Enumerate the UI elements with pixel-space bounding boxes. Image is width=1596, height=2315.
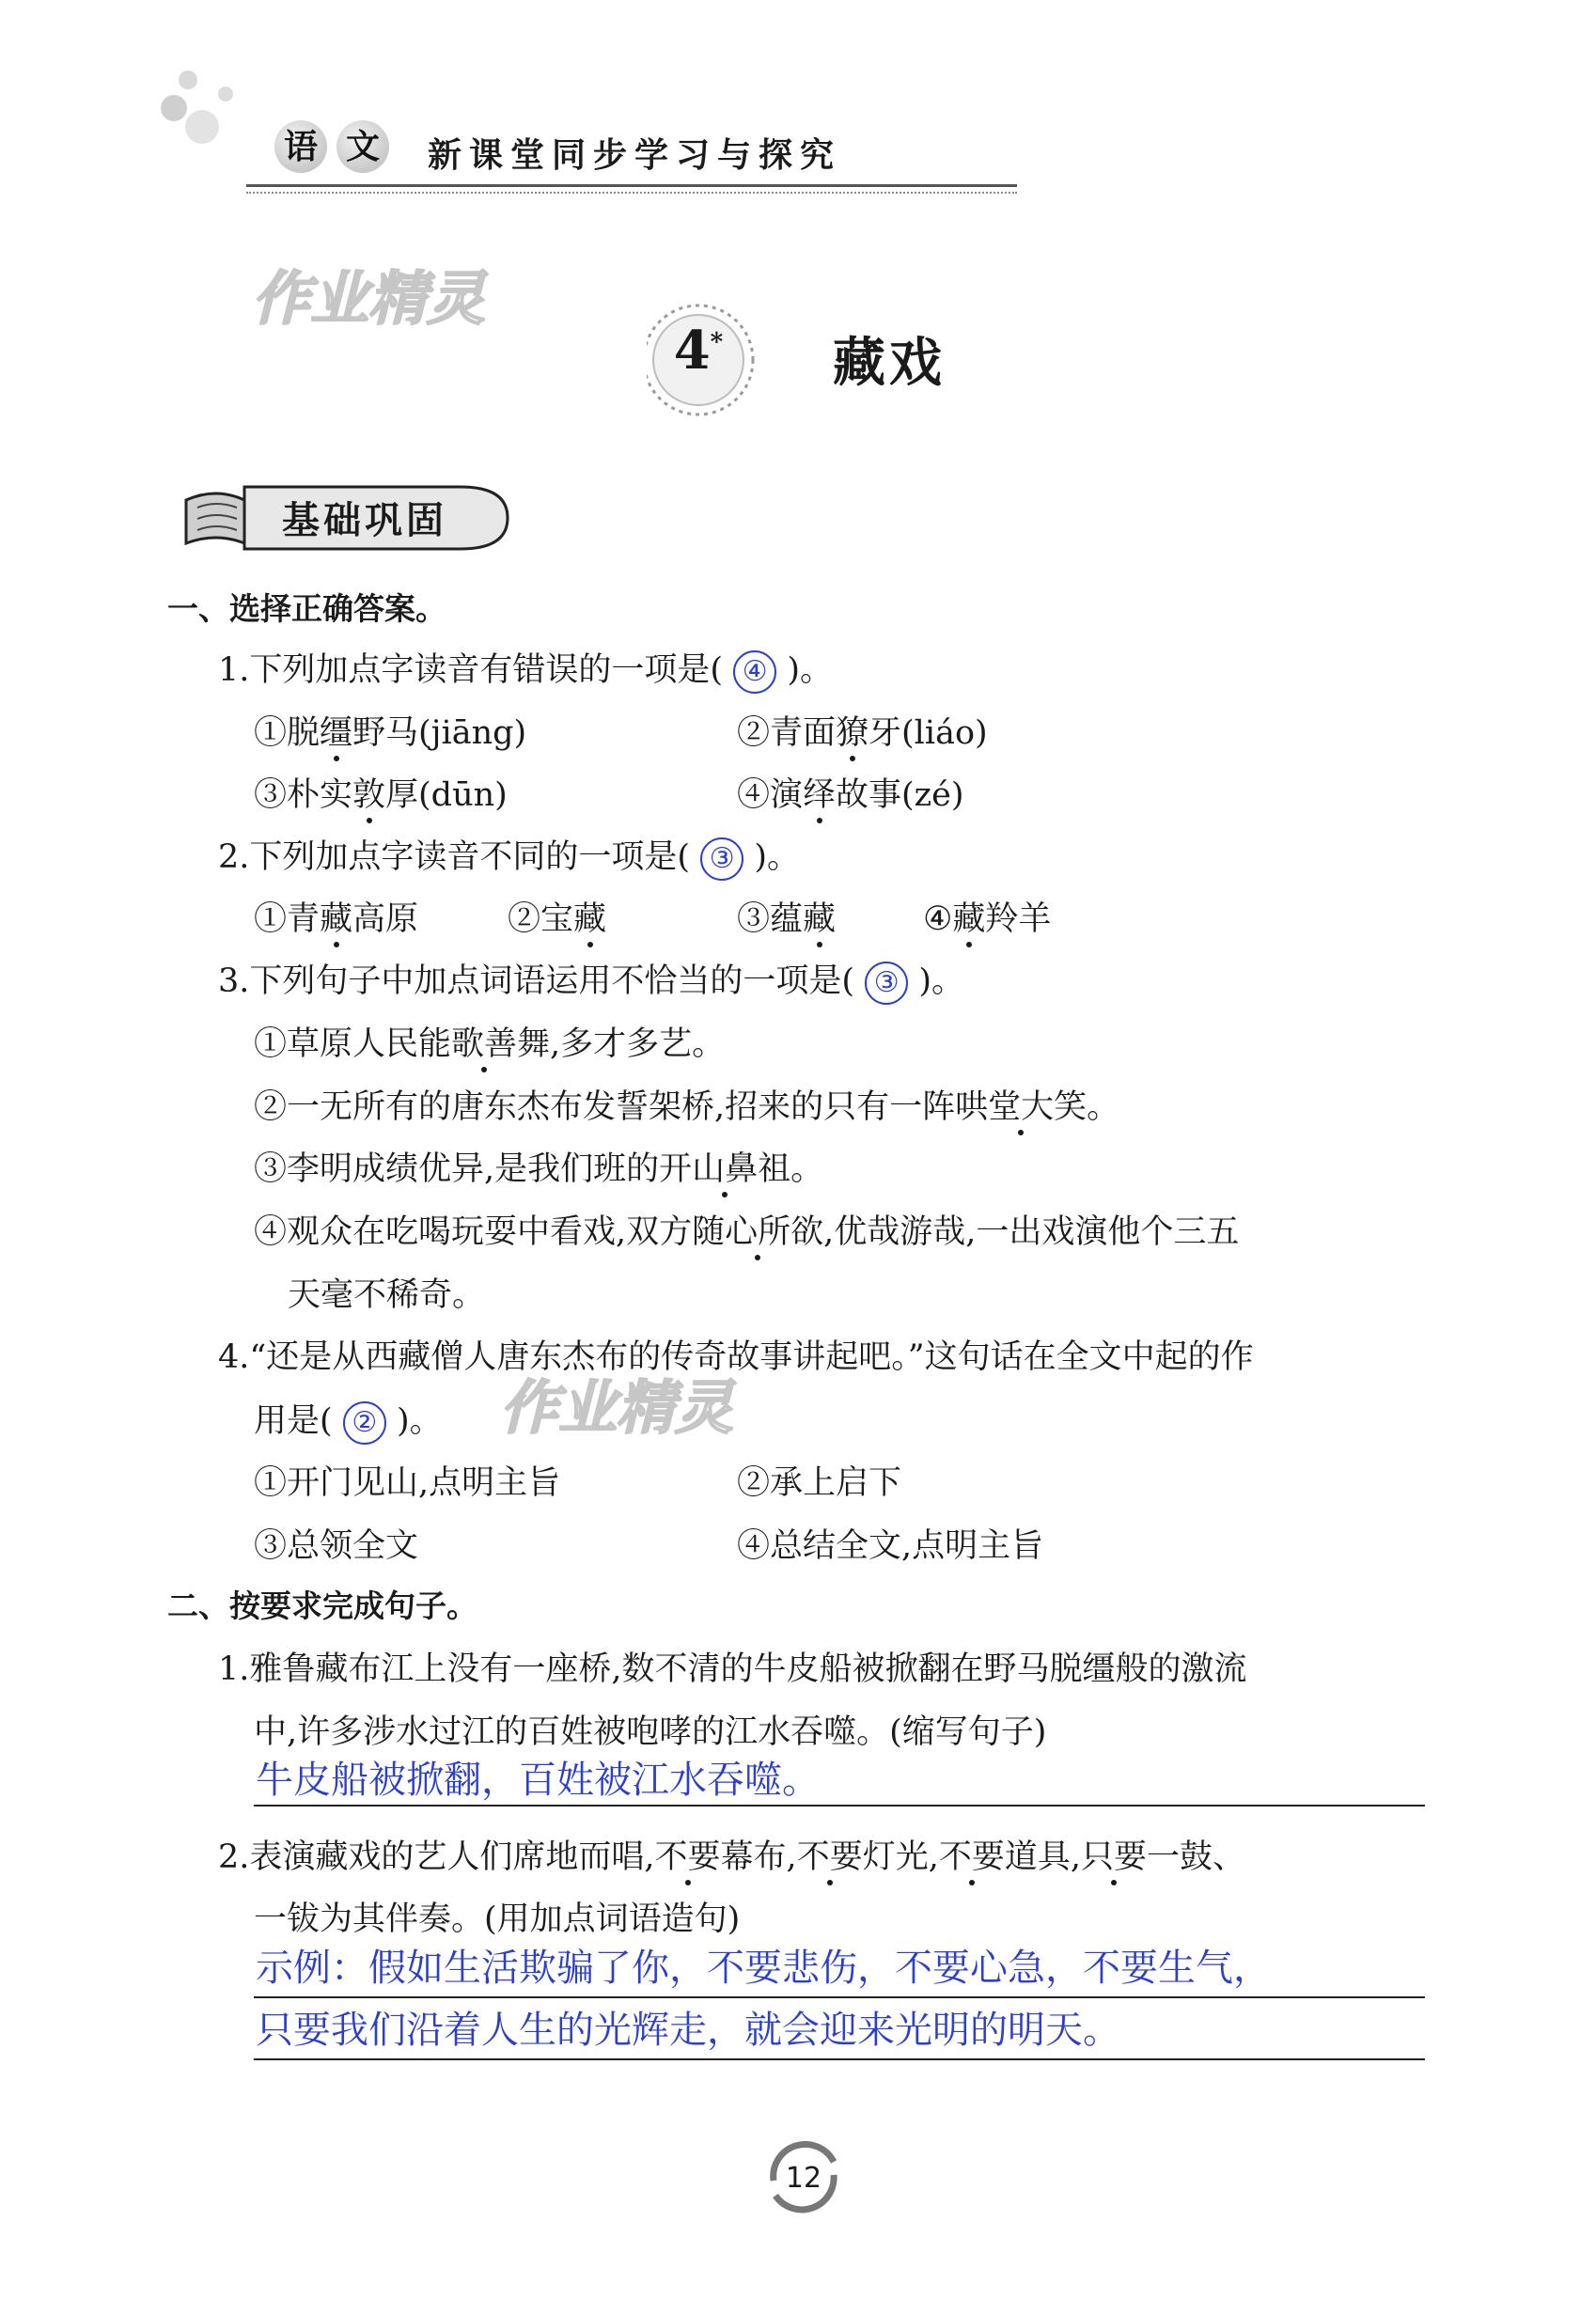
q3-option-4-cont: 天毫不稀奇。 xyxy=(288,1276,486,1314)
q3-option-4: ④观众在吃喝玩耍中看戏,双方随心所欲,优哉游哉,一出戏演他个三五 xyxy=(254,1206,1239,1253)
q3-option-3: ③李明成绩优异,是我们班的开山鼻祖。 xyxy=(254,1143,823,1190)
q2-stem: 2.下列加点字读音不同的一项是( ③ )。 xyxy=(218,831,800,881)
q2-option-4: ④藏羚羊 xyxy=(923,893,1051,940)
watermark: 作业精灵 xyxy=(252,264,486,333)
answer-line-3 xyxy=(254,2058,1425,2060)
subject-char-1: 语 xyxy=(274,120,327,173)
q1-option-2: ②青面獠牙(liáo) xyxy=(737,707,988,754)
lesson-title: 藏戏 xyxy=(833,332,946,394)
p2-q1-answer: 牛皮船被掀翻，百姓被江水吞噬。 xyxy=(256,1759,820,1802)
page-number: 12 xyxy=(785,2162,822,2195)
p2-q2-line1: 2.表演藏戏的艺人们席地而唱,不要幕布,不要灯光,不要道具,只要一鼓、 xyxy=(218,1831,1245,1878)
answer-line-2 xyxy=(254,1996,1425,1998)
section-label: 基础巩固 xyxy=(282,499,447,542)
q2-option-1: ①青藏高原 xyxy=(254,893,418,940)
p2-q2-answer-line2: 只要我们沿着人生的光辉走，就会迎来光明的明天。 xyxy=(256,2009,1120,2052)
q4-option-1: ①开门见山,点明主旨 xyxy=(254,1464,561,1502)
header-rule-dotted xyxy=(246,192,1017,194)
q3-stem: 3.下列句子中加点词语运用不恰当的一项是( ③ )。 xyxy=(218,955,964,1005)
q2-option-2: ②宝藏 xyxy=(508,893,606,940)
part1-heading: 一、选择正确答案。 xyxy=(167,590,446,627)
q4-option-4: ④总结全文,点明主旨 xyxy=(737,1527,1044,1565)
p2-q1-line1: 1.雅鲁藏布江上没有一座桥,数不清的牛皮船被掀翻在野马脱缰般的激流 xyxy=(218,1650,1247,1688)
p2-q2-answer-line1: 示例：假如生活欺骗了你，不要悲伤，不要心急，不要生气， xyxy=(256,1947,1271,1990)
q4-stem-line1: 4.“还是从西藏僧人唐东杰布的传奇故事讲起吧。”这句话在全文中起的作 xyxy=(218,1338,1254,1376)
q1-option-1: ①脱缰野马(jiāng) xyxy=(254,707,526,754)
q1-option-3: ③朴实敦厚(dūn) xyxy=(254,769,508,816)
part2-heading: 二、按要求完成句子。 xyxy=(167,1588,477,1624)
q1-stem: 1.下列加点字读音有错误的一项是( ④ )。 xyxy=(218,644,833,694)
header-decoration xyxy=(150,52,254,155)
q2-answer: ③ xyxy=(700,837,743,881)
q4-stem-line2: 用是( ② )。 xyxy=(254,1395,443,1445)
q4-option-3: ③总领全文 xyxy=(254,1527,419,1565)
q3-option-1: ①草原人民能歌善舞,多才多艺。 xyxy=(254,1018,725,1065)
q1-answer: ④ xyxy=(733,650,776,694)
q3-answer: ③ xyxy=(865,962,908,1005)
answer-line-1 xyxy=(254,1805,1425,1807)
q2-option-3: ③蕴藏 xyxy=(737,893,836,940)
q4-option-2: ②承上启下 xyxy=(737,1464,902,1502)
q1-option-4: ④演绎故事(zé) xyxy=(737,769,964,816)
q3-option-2: ②一无所有的唐东杰布发誓架桥,招来的只有一阵哄堂大笑。 xyxy=(254,1081,1119,1128)
book-title: 新课堂同步学习与探究 xyxy=(428,135,842,175)
p2-q2-line2: 一钹为其伴奏。(用加点词语造句) xyxy=(254,1900,741,1938)
lesson-number: 4* xyxy=(673,320,724,382)
q4-answer: ② xyxy=(343,1401,386,1445)
header-rule xyxy=(246,184,1017,187)
subject-char-2: 文 xyxy=(336,120,389,173)
p2-q1-line2: 中,许多涉水过江的百姓被咆哮的江水吞噬。(缩写句子) xyxy=(254,1713,1047,1751)
watermark-2: 作业精灵 xyxy=(500,1373,734,1442)
